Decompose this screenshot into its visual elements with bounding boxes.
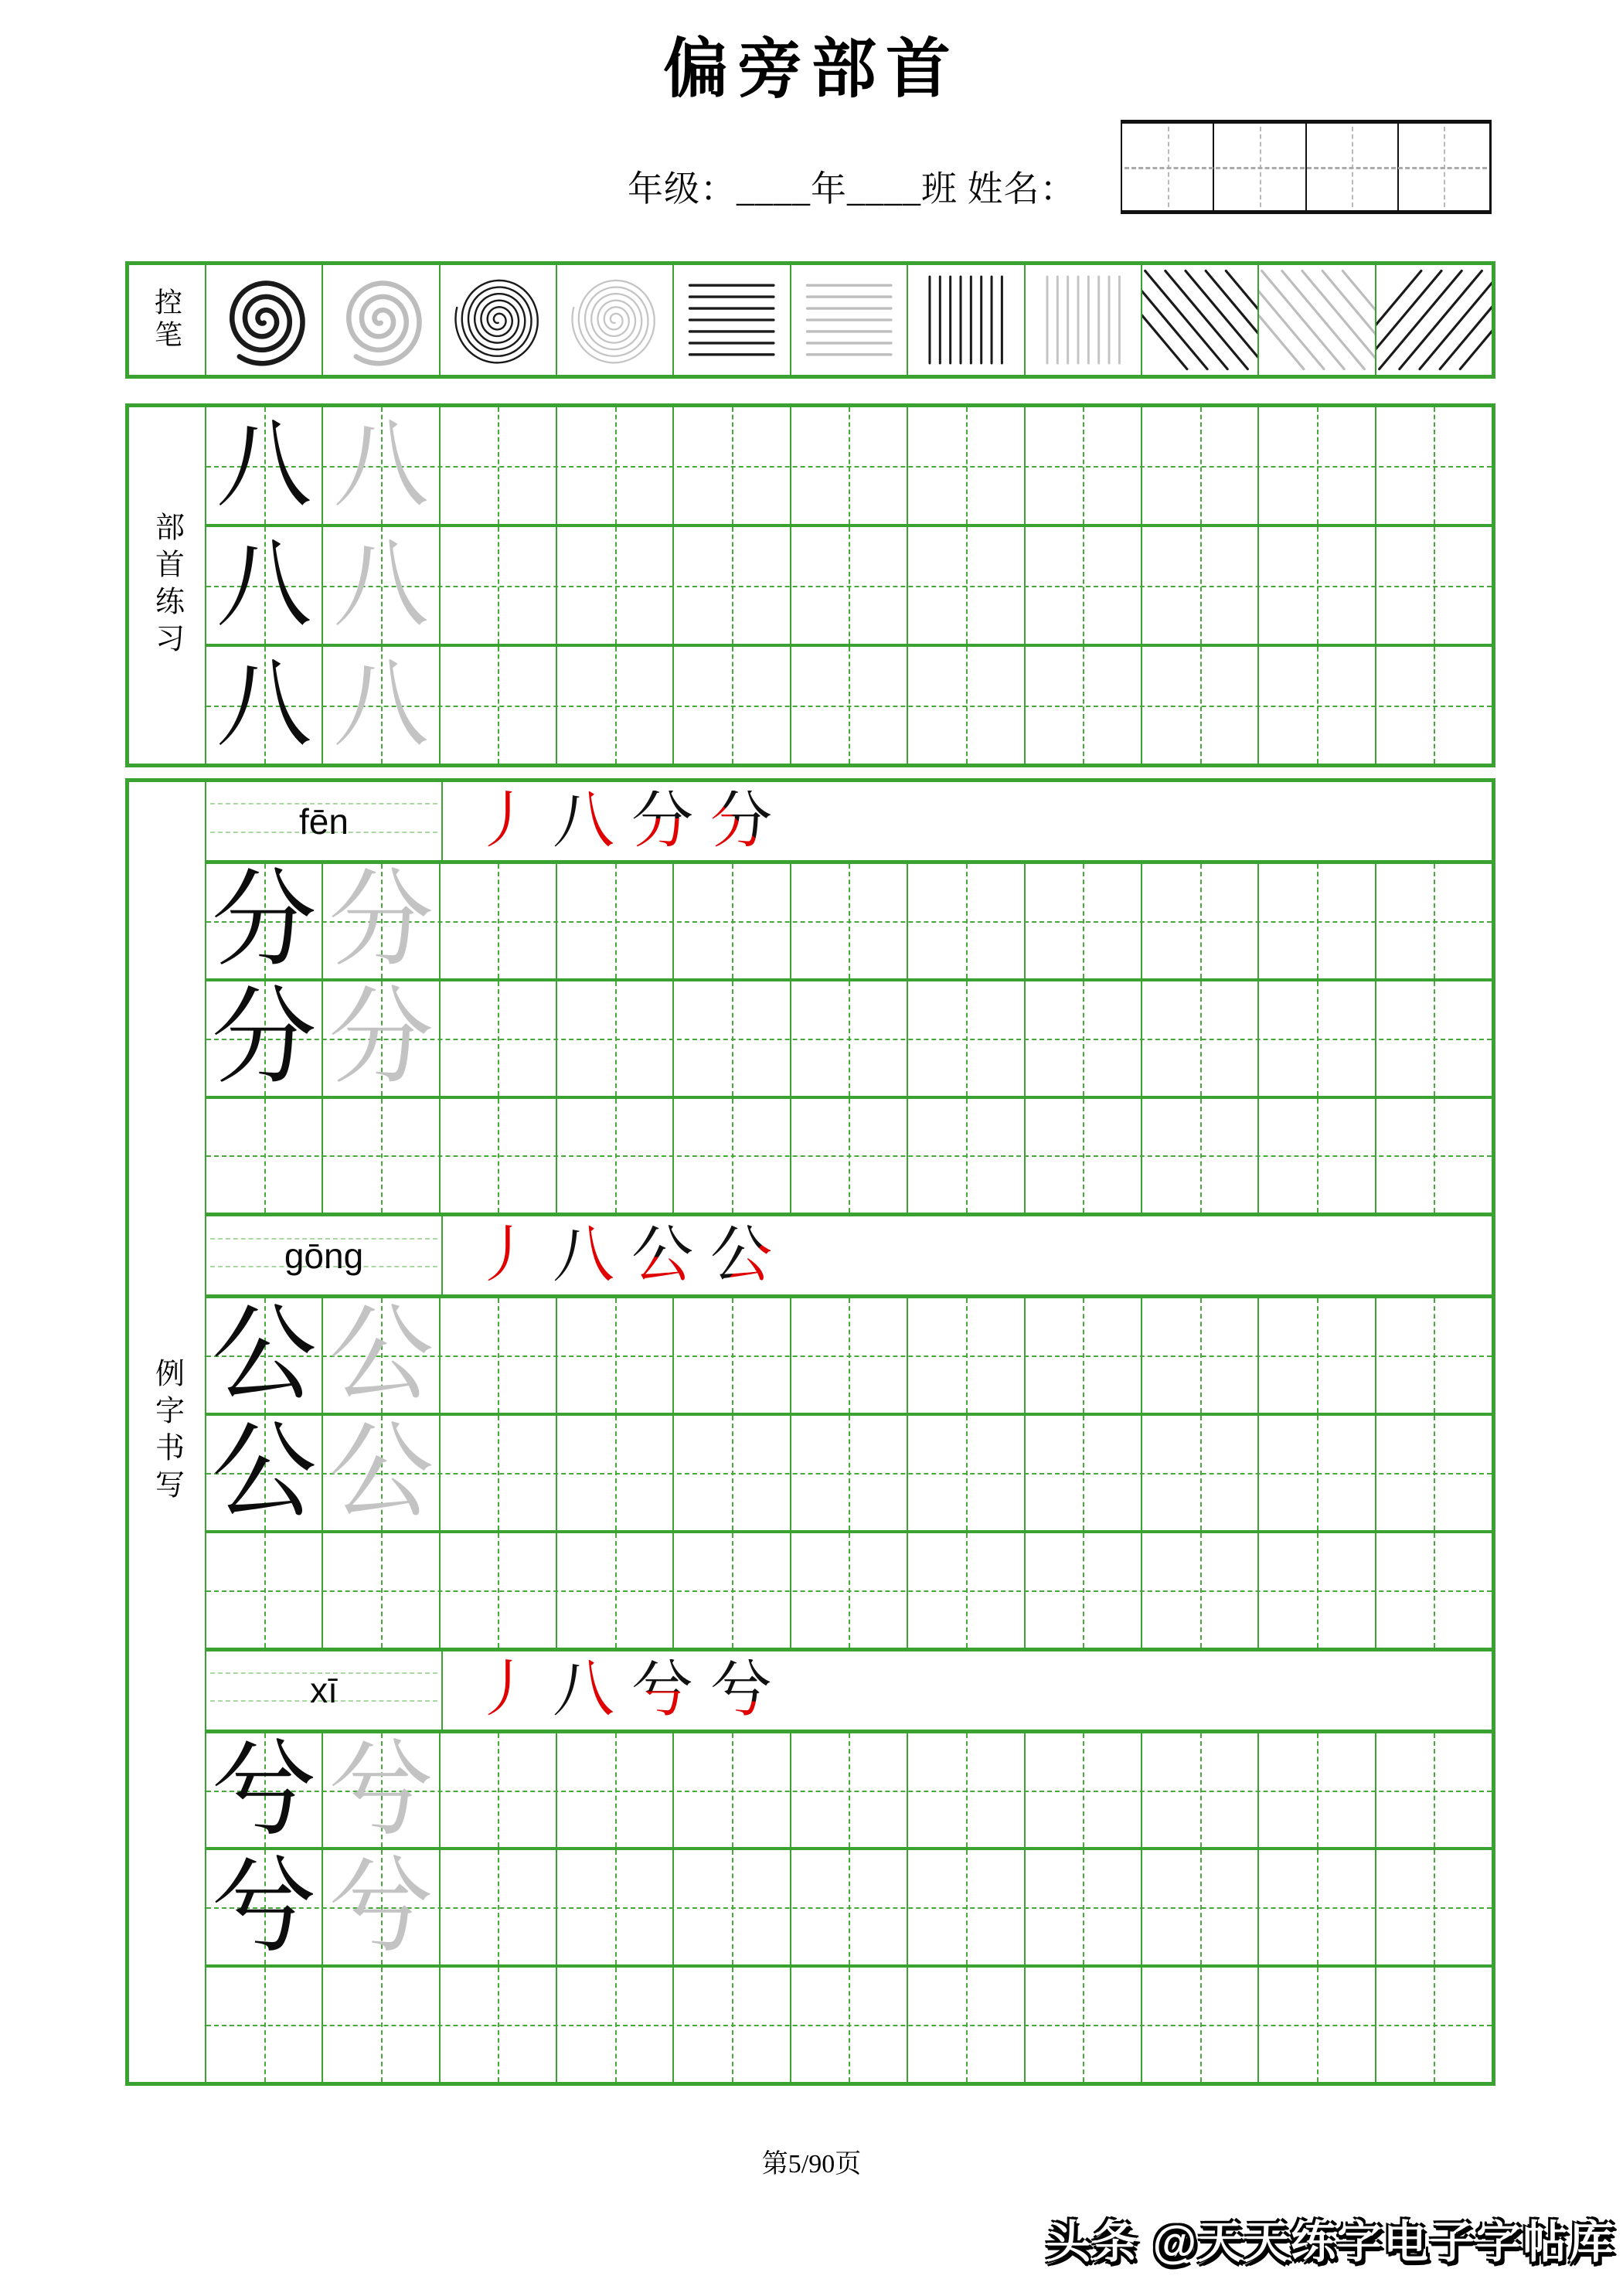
practice-cell	[1026, 1099, 1142, 1213]
practice-cell	[557, 981, 674, 1096]
practice-cell	[1376, 1099, 1492, 1213]
practice-cell	[1142, 1850, 1259, 1964]
example-writing-section	[125, 778, 1495, 2086]
trace-character: 兮	[328, 1732, 434, 1849]
spiral-thin-black-icon	[441, 265, 556, 375]
practice-cell	[206, 527, 323, 644]
practice-cell	[791, 1099, 908, 1213]
pinyin-box	[206, 1651, 443, 1730]
pen-pattern-hlines-gray	[791, 265, 908, 375]
example-character: 分	[211, 980, 317, 1097]
practice-cell	[441, 1298, 557, 1413]
practice-cell	[1142, 527, 1259, 644]
practice-cell	[323, 1298, 440, 1413]
pen-control-section	[125, 261, 1495, 379]
practice-cell	[1259, 1099, 1376, 1213]
practice-cell	[206, 1533, 323, 1648]
practice-cell	[557, 1416, 674, 1530]
radical-practice-label: 部首练习	[129, 407, 206, 764]
practice-cell	[441, 864, 557, 978]
practice-cell	[441, 1850, 557, 1964]
stroke-step: 八	[553, 1656, 614, 1725]
stroke-step: 分	[710, 787, 772, 855]
example-character: 八	[216, 412, 312, 519]
practice-cell	[441, 1416, 557, 1530]
practice-cell	[206, 1733, 323, 1848]
pinyin-box	[206, 1216, 443, 1294]
practice-cell	[674, 647, 791, 764]
practice-cell	[791, 864, 908, 978]
practice-cell	[206, 407, 323, 524]
practice-cell	[1259, 1968, 1376, 2082]
trace-character: 分	[328, 980, 434, 1097]
practice-cell	[1376, 981, 1492, 1096]
practice-cell	[674, 527, 791, 644]
practice-cell	[1376, 1298, 1492, 1413]
practice-row	[206, 1964, 1492, 2082]
example-character: 公	[211, 1298, 317, 1414]
practice-cell	[1376, 527, 1492, 644]
practice-cell	[557, 1298, 674, 1413]
page-number: 第5/90页	[761, 2150, 862, 2179]
stroke-step: 丿	[474, 1221, 536, 1290]
practice-cell	[1259, 864, 1376, 978]
pen-pattern-spiral-thick-black	[206, 265, 323, 375]
pen-control-label: 控笔	[129, 265, 206, 375]
diag-up-black-icon	[1376, 265, 1492, 375]
practice-cell	[323, 1099, 440, 1213]
hlines-black-icon	[674, 265, 789, 375]
example-character: 八	[216, 532, 312, 638]
practice-cell	[1026, 864, 1142, 978]
stroke-step: 丿	[474, 787, 536, 855]
practice-cell	[1376, 1850, 1492, 1964]
trace-character: 分	[328, 862, 434, 979]
practice-cell	[908, 527, 1025, 644]
practice-cell	[557, 407, 674, 524]
trace-character: 八	[333, 651, 430, 758]
practice-cell	[441, 981, 557, 1096]
trace-character: 八	[333, 532, 430, 638]
practice-cell	[791, 1533, 908, 1648]
character-group-xī	[206, 1648, 1492, 2082]
pinyin-text: xī	[310, 1670, 338, 1711]
pen-pattern-vlines-gray	[1026, 265, 1142, 375]
practice-cell	[1376, 407, 1492, 524]
example-writing-label: 例字书写	[129, 782, 206, 2082]
practice-cell	[441, 647, 557, 764]
hlines-gray-icon	[791, 265, 907, 375]
trace-character: 兮	[328, 1849, 434, 1966]
practice-cell	[323, 1850, 440, 1964]
practice-cell	[674, 407, 791, 524]
practice-row	[206, 978, 1492, 1096]
practice-cell	[1376, 1533, 1492, 1648]
name-grid-cell	[1214, 124, 1306, 210]
practice-cell	[1142, 1733, 1259, 1848]
example-character: 八	[216, 651, 312, 758]
practice-cell	[791, 1416, 908, 1530]
practice-cell	[441, 1968, 557, 2082]
practice-cell	[908, 1298, 1025, 1413]
practice-cell	[1259, 1416, 1376, 1530]
practice-cell	[908, 1968, 1025, 2082]
practice-row	[206, 644, 1492, 764]
practice-row	[206, 1847, 1492, 1964]
trace-character: 公	[328, 1298, 434, 1414]
practice-cell	[674, 1416, 791, 1530]
practice-cell	[791, 981, 908, 1096]
practice-cell	[557, 647, 674, 764]
practice-cell	[323, 981, 440, 1096]
example-character: 兮	[211, 1732, 317, 1849]
spiral-thin-gray-icon	[557, 265, 672, 375]
pen-pattern-spiral-thin-gray	[557, 265, 674, 375]
diag-down-gray-icon	[1259, 265, 1374, 375]
practice-cell	[674, 1850, 791, 1964]
practice-cell	[441, 407, 557, 524]
practice-cell	[557, 1968, 674, 2082]
pen-control-cells	[206, 265, 1492, 375]
name-grid-cell	[1399, 124, 1489, 210]
grade-name-line: 年级：____年____班 姓名：	[628, 169, 1077, 209]
practice-cell	[1142, 1298, 1259, 1413]
practice-cell	[323, 1533, 440, 1648]
practice-cell	[441, 1733, 557, 1848]
practice-cell	[206, 1850, 323, 1964]
practice-cell	[1259, 527, 1376, 644]
practice-cell	[206, 864, 323, 978]
practice-cell	[441, 1099, 557, 1213]
practice-cell	[1259, 1733, 1376, 1848]
page-title: 偏旁部首	[662, 34, 960, 106]
practice-cell	[1376, 1416, 1492, 1530]
practice-cell	[1142, 981, 1259, 1096]
practice-cell	[323, 647, 440, 764]
practice-cell	[557, 1099, 674, 1213]
practice-cell	[206, 981, 323, 1096]
practice-cell	[1259, 1533, 1376, 1648]
stroke-order	[443, 782, 1492, 860]
practice-row	[206, 864, 1492, 978]
practice-cell	[674, 981, 791, 1096]
practice-cell	[908, 647, 1025, 764]
pen-pattern-diag-up-black	[1376, 265, 1492, 375]
practice-row	[206, 1298, 1492, 1413]
practice-cell	[1026, 647, 1142, 764]
practice-cell	[908, 407, 1025, 524]
practice-row	[206, 1733, 1492, 1848]
practice-cell	[1026, 1298, 1142, 1413]
group-header	[206, 782, 1492, 864]
stroke-step: 分	[631, 787, 693, 855]
character-group-gōng	[206, 1213, 1492, 1647]
stroke-step: 公	[631, 1221, 693, 1290]
practice-cell	[1026, 1533, 1142, 1648]
practice-cell	[674, 1099, 791, 1213]
practice-cell	[323, 1416, 440, 1530]
practice-cell	[1026, 1416, 1142, 1530]
practice-cell	[323, 407, 440, 524]
practice-row	[206, 1413, 1492, 1530]
practice-cell	[791, 407, 908, 524]
practice-cell	[1259, 1298, 1376, 1413]
stroke-step: 八	[553, 787, 614, 855]
stroke-step: 丿	[474, 1656, 536, 1725]
practice-cell	[791, 1298, 908, 1413]
practice-cell	[908, 1533, 1025, 1648]
practice-cell	[1142, 1968, 1259, 2082]
radical-practice-rows	[206, 407, 1492, 764]
example-writing-groups	[206, 782, 1492, 2082]
practice-cell	[908, 1850, 1025, 1964]
practice-cell	[1026, 1850, 1142, 1964]
practice-cell	[1259, 647, 1376, 764]
practice-cell	[1026, 527, 1142, 644]
radical-practice-section	[125, 403, 1495, 767]
practice-cell	[791, 1733, 908, 1848]
practice-cell	[1142, 864, 1259, 978]
practice-cell	[206, 1416, 323, 1530]
vlines-gray-icon	[1026, 265, 1141, 375]
practice-cell	[908, 864, 1025, 978]
spiral-thick-gray-icon	[323, 265, 438, 375]
stroke-step: 公	[710, 1221, 772, 1290]
practice-cell	[1142, 1099, 1259, 1213]
practice-cell	[1376, 1733, 1492, 1848]
practice-cell	[908, 1416, 1025, 1530]
stroke-order	[443, 1216, 1492, 1294]
practice-cell	[1026, 407, 1142, 524]
group-header	[206, 1651, 1492, 1733]
practice-cell	[206, 647, 323, 764]
practice-cell	[1142, 1533, 1259, 1648]
practice-row	[206, 1096, 1492, 1213]
example-character: 公	[211, 1415, 317, 1531]
name-writing-grid	[1121, 120, 1492, 214]
spiral-thick-black-icon	[206, 265, 322, 375]
practice-row	[206, 524, 1492, 644]
pen-pattern-diag-down-black	[1142, 265, 1259, 375]
pen-pattern-spiral-thin-black	[441, 265, 557, 375]
practice-cell	[557, 527, 674, 644]
trace-character: 公	[328, 1415, 434, 1531]
practice-cell	[674, 1968, 791, 2082]
stroke-step: 兮	[710, 1656, 772, 1725]
watermark-text: 头条 @天天练字电子字帖库	[1046, 2217, 1615, 2267]
pen-pattern-diag-down-gray	[1259, 265, 1376, 375]
practice-cell	[323, 1968, 440, 2082]
practice-cell	[1259, 407, 1376, 524]
pinyin-text: fēn	[299, 801, 349, 842]
practice-cell	[674, 1733, 791, 1848]
trace-character: 八	[333, 412, 430, 519]
group-header	[206, 1216, 1492, 1298]
practice-cell	[1142, 1416, 1259, 1530]
practice-cell	[908, 1733, 1025, 1848]
name-grid-cell	[1307, 124, 1399, 210]
practice-cell	[791, 527, 908, 644]
stroke-step: 八	[553, 1221, 614, 1290]
practice-cell	[441, 527, 557, 644]
practice-cell	[908, 1099, 1025, 1213]
practice-cell	[557, 1533, 674, 1648]
pinyin-text: gōng	[284, 1235, 364, 1276]
practice-cell	[791, 647, 908, 764]
practice-cell	[206, 1099, 323, 1213]
practice-cell	[557, 864, 674, 978]
practice-cell	[674, 864, 791, 978]
practice-cell	[1026, 1968, 1142, 2082]
practice-cell	[1376, 647, 1492, 764]
stroke-order	[443, 1651, 1492, 1730]
practice-cell	[1376, 864, 1492, 978]
practice-cell	[323, 527, 440, 644]
practice-row	[206, 1530, 1492, 1648]
character-group-fēn	[206, 782, 1492, 1213]
practice-cell	[1259, 981, 1376, 1096]
practice-cell	[674, 1533, 791, 1648]
practice-cell	[557, 1850, 674, 1964]
pen-pattern-vlines-black	[908, 265, 1025, 375]
pinyin-box	[206, 782, 443, 860]
vlines-black-icon	[908, 265, 1023, 375]
name-grid-cell	[1122, 124, 1214, 210]
practice-cell	[323, 1733, 440, 1848]
practice-cell	[1259, 1850, 1376, 1964]
practice-cell	[206, 1298, 323, 1413]
practice-cell	[1026, 1733, 1142, 1848]
practice-cell	[1142, 647, 1259, 764]
practice-cell	[206, 1968, 323, 2082]
stroke-step: 兮	[631, 1656, 693, 1725]
practice-cell	[441, 1533, 557, 1648]
pen-pattern-hlines-black	[674, 265, 791, 375]
practice-cell	[323, 864, 440, 978]
practice-cell	[557, 1733, 674, 1848]
practice-cell	[908, 981, 1025, 1096]
pen-pattern-spiral-thick-gray	[323, 265, 440, 375]
practice-cell	[674, 1298, 791, 1413]
practice-cell	[1376, 1968, 1492, 2082]
practice-cell	[791, 1850, 908, 1964]
practice-cell	[791, 1968, 908, 2082]
diag-down-black-icon	[1142, 265, 1257, 375]
practice-cell	[1142, 407, 1259, 524]
example-character: 兮	[211, 1849, 317, 1966]
example-character: 分	[211, 862, 317, 979]
practice-cell	[1026, 981, 1142, 1096]
practice-row	[206, 407, 1492, 524]
